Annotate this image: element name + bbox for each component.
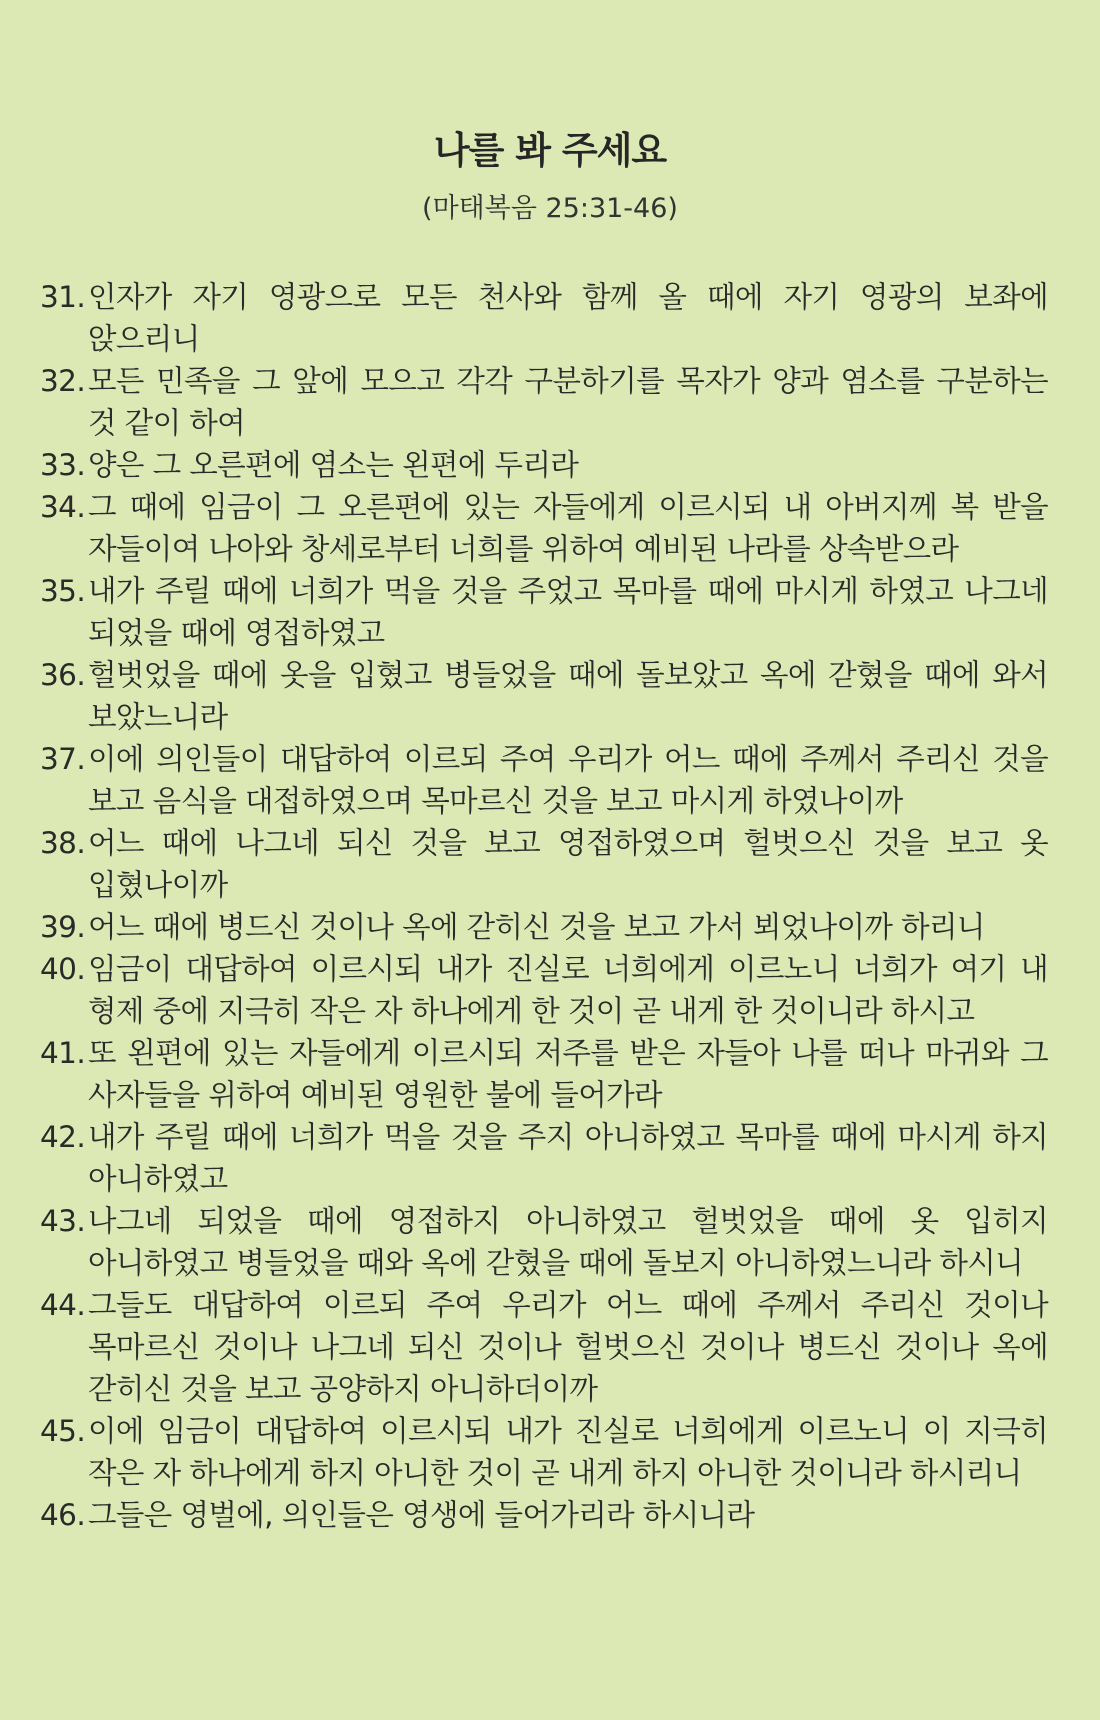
verse-item	[40, 654, 1048, 738]
verse-text: 이에 의인들이 대답하여 이르되 주여 우리가 어느 때에 주께서 주리신 것을 보고 음식을 대접하였으며 목마르신 것을 보고 마시게 하였나이까	[88, 742, 1048, 818]
verse-number: 46.	[40, 1498, 86, 1532]
verse-text: 어느 때에 나그네 되신 것을 보고 영접하였으며 헐벗으신 것을 보고 옷 입혔나이까	[88, 826, 1048, 902]
verse-text: 그들도 대답하여 이르되 주여 우리가 어느 때에 주께서 주리신 것이나 목마르신 것이나 나그네 되신 것이나 헐벗으신 것이나 병드신 것이나 옥에 갇히신 것을 보고 공양하지 아니하더이까	[88, 1288, 1048, 1406]
verse-item	[40, 1200, 1048, 1284]
verse-number: 35.	[40, 574, 86, 608]
verse-list	[40, 276, 1048, 1536]
verse-item	[40, 1032, 1048, 1116]
verse-item	[40, 444, 1048, 486]
verse-item	[40, 1116, 1048, 1200]
verse-item	[40, 822, 1048, 906]
verse-text: 내가 주릴 때에 너희가 먹을 것을 주었고 목마를 때에 마시게 하였고 나그네 되었을 때에 영접하였고	[88, 574, 1048, 650]
verse-number: 36.	[40, 658, 86, 692]
verse-text: 모든 민족을 그 앞에 모으고 각각 구분하기를 목자가 양과 염소를 구분하는 것 같이 하여	[88, 364, 1048, 440]
verse-item	[40, 360, 1048, 444]
verse-text: 인자가 자기 영광으로 모든 천사와 함께 올 때에 자기 영광의 보좌에 앉으리니	[88, 280, 1048, 356]
verse-number: 38.	[40, 826, 86, 860]
verse-item	[40, 570, 1048, 654]
scripture-reference: (마태복음 25:31-46)	[422, 193, 678, 224]
verse-item	[40, 1284, 1048, 1410]
verse-text: 그 때에 임금이 그 오른편에 있는 자들에게 이르시되 내 아버지께 복 받을 자들이여 나아와 창세로부터 너희를 위하여 예비된 나라를 상속받으라	[88, 490, 1048, 566]
verse-number: 33.	[40, 448, 86, 482]
verse-item	[40, 486, 1048, 570]
verse-number: 34.	[40, 490, 86, 524]
verse-text: 임금이 대답하여 이르시되 내가 진실로 너희에게 이르노니 너희가 여기 내 형제 중에 지극히 작은 자 하나에게 한 것이 곧 내게 한 것이니라 하시고	[88, 952, 1048, 1028]
verse-item	[40, 1494, 1048, 1536]
verse-number: 40.	[40, 952, 86, 986]
verse-item	[40, 906, 1048, 948]
verse-number: 42.	[40, 1120, 86, 1154]
verse-number: 37.	[40, 742, 86, 776]
verse-text: 내가 주릴 때에 너희가 먹을 것을 주지 아니하였고 목마를 때에 마시게 하지 아니하였고	[88, 1120, 1048, 1196]
verse-item	[40, 948, 1048, 1032]
verse-text: 나그네 되었을 때에 영접하지 아니하였고 헐벗었을 때에 옷 입히지 아니하였고 병들었을 때와 옥에 갇혔을 때에 돌보지 아니하였느니라 하시니	[88, 1204, 1048, 1280]
page-title: 나를 봐 주세요	[433, 129, 667, 172]
verse-number: 39.	[40, 910, 86, 944]
verse-number: 31.	[40, 280, 86, 314]
verse-item	[40, 738, 1048, 822]
verse-text: 또 왼편에 있는 자들에게 이르시되 저주를 받은 자들아 나를 떠나 마귀와 그 사자들을 위하여 예비된 영원한 불에 들어가라	[88, 1036, 1048, 1112]
verse-number: 45.	[40, 1414, 86, 1448]
verse-text: 어느 때에 병드신 것이나 옥에 갇히신 것을 보고 가서 뵈었나이까 하리니	[88, 910, 985, 944]
verse-text: 헐벗었을 때에 옷을 입혔고 병들었을 때에 돌보았고 옥에 갇혔을 때에 와서 보았느니라	[88, 658, 1048, 734]
verse-number: 43.	[40, 1204, 86, 1238]
verse-item	[40, 1410, 1048, 1494]
verse-text: 그들은 영벌에, 의인들은 영생에 들어가리라 하시니라	[88, 1498, 755, 1532]
verse-number: 41.	[40, 1036, 86, 1070]
verse-text: 양은 그 오른편에 염소는 왼편에 두리라	[88, 448, 579, 482]
verse-text: 이에 임금이 대답하여 이르시되 내가 진실로 너희에게 이르노니 이 지극히 작은 자 하나에게 하지 아니한 것이 곧 내게 하지 아니한 것이니라 하시리니	[88, 1414, 1048, 1490]
verse-item	[40, 276, 1048, 360]
verse-number: 32.	[40, 364, 86, 398]
verse-number: 44.	[40, 1288, 86, 1322]
